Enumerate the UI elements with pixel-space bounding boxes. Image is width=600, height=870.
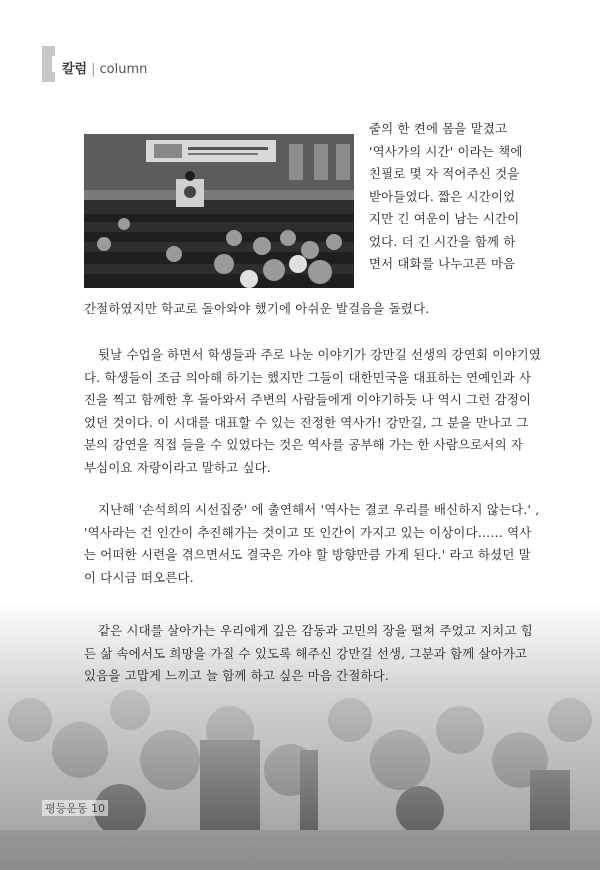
text-line: 친필로 몇 자 적어주신 것을 — [369, 166, 520, 181]
text-line: 면서 대화를 나누고픈 마음 — [369, 256, 516, 271]
article-right-column — [369, 118, 523, 276]
text-line: 분의 강연을 직접 들을 수 있었다는 것은 역사를 공부해 가는 한 사람으로서의 자 — [84, 437, 524, 452]
text-line: 뒷날 수업을 하면서 학생들과 주로 나눈 이야기가 강만길 선생의 강연회 이야기였 — [98, 347, 541, 362]
page-footer — [42, 800, 108, 816]
paragraph-4 — [84, 620, 533, 688]
text-line: '역사가의 시간' 이라는 책에 — [369, 143, 523, 159]
text-line: 다. 학생들이 조금 의아해 하기는 했지만 그들이 대한민국을 대표하는 연예인과 사 — [84, 369, 532, 385]
text-line: 받아들었다. 짧은 시간이었 — [369, 188, 516, 204]
page-number: 10 — [91, 802, 106, 815]
text-line: 이 다시금 떠오른다. — [84, 569, 194, 585]
text-line: 었던 것이다. 이 시대를 대표할 수 있는 진정한 역사가! 강만길, 그 분을 만나고 그 — [84, 414, 529, 430]
text-line: 든 삶 속에서도 희망을 가질 수 있도록 해주신 강만길 선생, 그분과 함께 살아가고 — [84, 645, 528, 661]
paragraph-2 — [84, 344, 541, 479]
text-line: 간절하였지만 학교로 돌아와야 했기에 아쉬운 발걸음을 돌렸다. — [84, 301, 430, 316]
text-line: 같은 시대를 살아가는 우리에게 깊은 감동과 고민의 장을 펼쳐 주었고 지치고 힘 — [98, 623, 533, 638]
paragraph-3 — [84, 499, 539, 589]
text-line: 진을 찍고 함께한 후 돌아와서 주변의 사람들에게 이야기하듯 나 역시 그런 감정이 — [84, 392, 532, 407]
lecture-photo — [84, 134, 354, 288]
section-separator: | — [91, 62, 96, 77]
section-header — [62, 58, 147, 77]
section-bracket-decoration — [42, 46, 55, 82]
text-line: 었다. 더 긴 시간을 함께 하 — [369, 233, 516, 249]
publication-name: 평등운동 — [45, 802, 88, 815]
paragraph-1-end — [84, 298, 429, 321]
section-title-english: column — [99, 62, 148, 77]
text-line: 지만 긴 여운이 남는 시간이 — [369, 211, 520, 226]
text-line: 지난해 '손석희의 시선집중' 에 출연해서 '역사는 결코 우리를 배신하지 않는다.' , — [98, 502, 540, 517]
text-line: '역사라는 건 인간이 추진해가는 것이고 또 인간이 가지고 있는 이상이다…… 역사 — [84, 524, 532, 540]
text-line: 줄의 한 켠에 몸을 맡겼고 — [369, 121, 508, 136]
text-line: 는 어떠한 시련을 겪으면서도 결국은 가야 할 방향만큼 가게 된다.' 라고 하셨던 말 — [84, 547, 531, 562]
text-line: 있음을 고맙게 느끼고 늘 함께 하고 싶은 마음 간절하다. — [84, 668, 389, 683]
text-line: 부심이요 자랑이라고 말하고 싶다. — [84, 459, 271, 475]
section-title-korean: 칼럼 — [62, 62, 88, 77]
